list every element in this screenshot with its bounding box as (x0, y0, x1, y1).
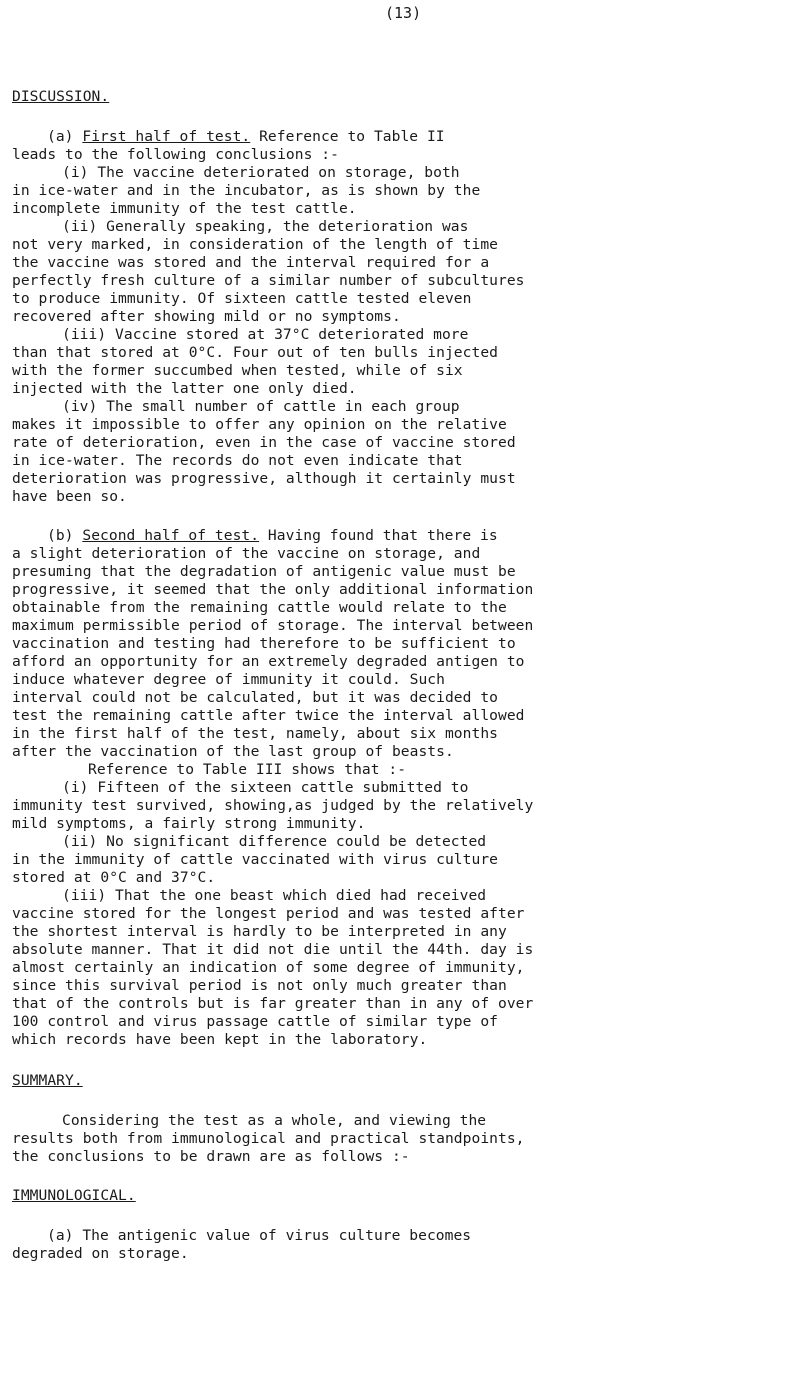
part-a-title: First half of test. (82, 128, 251, 145)
part-a-point-iii-line2: than that stored at 0°C. Four out of ten bulls injected (12, 344, 498, 361)
part-b-body-line9: interval could not be calculated, but it was decided to (12, 689, 498, 706)
part-b-point-iii-line6: since this survival period is not only much greater than (12, 977, 507, 994)
part-a-point-iv-line2: makes it impossible to offer any opinion on the relative (12, 416, 507, 433)
part-b-intro (47, 527, 498, 544)
part-b-point-ii-line3: stored at 0°C and 37°C. (12, 869, 216, 886)
part-b-body-line1: a slight deterioration of the vaccine on storage, and (12, 545, 481, 562)
part-b-point-iii-line3: the shortest interval is hardly to be interpreted in any (12, 923, 507, 940)
part-b-body-line6: vaccination and testing had therefore to be sufficient to (12, 635, 516, 652)
part-a-point-ii-line5: to produce immunity. Of sixteen cattle tested eleven (12, 290, 472, 307)
part-a-label: (a) (47, 128, 74, 145)
part-b-body-line10: test the remaining cattle after twice the interval allowed (12, 707, 525, 724)
part-b-point-i-line2: immunity test survived, showing,as judged by the relatively (12, 797, 534, 814)
part-a-point-ii-line2: not very marked, in consideration of the length of time (12, 236, 498, 253)
part-b-body-line2: presuming that the degradation of antigenic value must be (12, 563, 516, 580)
part-b-body-line11: in the first half of the test, namely, about six months (12, 725, 498, 742)
part-b-point-i-line3: mild symptoms, a fairly strong immunity. (12, 815, 366, 832)
part-b-body-line12: after the vaccination of the last group of beasts. (12, 743, 454, 760)
part-b-point-iii-line1: (iii) That the one beast which died had received (62, 887, 487, 904)
part-a-intro (47, 128, 445, 145)
part-b-body-line5: maximum permissible period of storage. The interval between (12, 617, 534, 634)
discussion-heading: DISCUSSION. (12, 88, 110, 105)
immunological-item-a-line1: (a) The antigenic value of virus culture becomes (47, 1227, 472, 1244)
part-a-point-iv-line4: in ice-water. The records do not even indicate that (12, 452, 463, 469)
part-b-label: (b) (47, 527, 74, 544)
summary-heading: SUMMARY. (12, 1072, 83, 1089)
immunological-item-a-line2: degraded on storage. (12, 1245, 189, 1262)
page-number: (13) (385, 4, 422, 22)
part-a-point-iii-line1: (iii) Vaccine stored at 37°C deteriorated more (62, 326, 469, 343)
part-b-point-iii-line8: 100 control and virus passage cattle of similar type of (12, 1013, 498, 1030)
part-a-point-iv-line3: rate of deterioration, even in the case of vaccine stored (12, 434, 516, 451)
part-b-point-iii-line2: vaccine stored for the longest period and was tested after (12, 905, 525, 922)
part-b-body-line7: afford an opportunity for an extremely degraded antigen to (12, 653, 525, 670)
part-b-point-iii-line5: almost certainly an indication of some degree of immunity, (12, 959, 525, 976)
part-b-body-line8: induce whatever degree of immunity it could. Such (12, 671, 445, 688)
part-b-body-line4: obtainable from the remaining cattle would relate to the (12, 599, 507, 616)
part-a-intro-rest: Reference to Table II (250, 128, 445, 145)
summary-line1: Considering the test as a whole, and viewing the (62, 1112, 487, 1129)
part-b-point-iii-line4: absolute manner. That it did not die until the 44th. day is (12, 941, 534, 958)
part-b-intro-rest: Having found that there is (259, 527, 498, 544)
part-b-point-iii-line9: which records have been kept in the laboratory. (12, 1031, 428, 1048)
part-b-body-line13: Reference to Table III shows that :- (88, 761, 407, 778)
part-a-point-iv-line6: have been so. (12, 488, 127, 505)
part-a-intro-line2: leads to the following conclusions :- (12, 146, 339, 163)
part-a-point-ii-line4: perfectly fresh culture of a similar number of subcultures (12, 272, 525, 289)
part-a-point-i-line2: in ice-water and in the incubator, as is shown by the (12, 182, 481, 199)
part-a-point-i-line3: incomplete immunity of the test cattle. (12, 200, 357, 217)
part-a-point-ii-line6: recovered after showing mild or no symptoms. (12, 308, 401, 325)
part-b-body-line3: progressive, it seemed that the only additional information (12, 581, 534, 598)
part-b-point-ii-line1: (ii) No significant difference could be detected (62, 833, 487, 850)
part-b-point-i-line1: (i) Fifteen of the sixteen cattle submitted to (62, 779, 469, 796)
part-a-point-ii-line1: (ii) Generally speaking, the deterioration was (62, 218, 469, 235)
part-a-point-iii-line3: with the former succumbed when tested, while of six (12, 362, 463, 379)
summary-line3: the conclusions to be drawn are as follows :- (12, 1148, 410, 1165)
part-b-point-ii-line2: in the immunity of cattle vaccinated with virus culture (12, 851, 498, 868)
part-a-point-iv-line1: (iv) The small number of cattle in each group (62, 398, 460, 415)
part-b-title: Second half of test. (82, 527, 260, 544)
part-a-point-ii-line3: the vaccine was stored and the interval required for a (12, 254, 490, 271)
immunological-heading: IMMUNOLOGICAL. (12, 1187, 136, 1204)
part-a-point-iii-line4: injected with the latter one only died. (12, 380, 357, 397)
part-a-point-iv-line5: deterioration was progressive, although it certainly must (12, 470, 516, 487)
summary-line2: results both from immunological and practical standpoints, (12, 1130, 525, 1147)
part-a-point-i-line1: (i) The vaccine deteriorated on storage, both (62, 164, 460, 181)
part-b-point-iii-line7: that of the controls but is far greater than in any of over (12, 995, 534, 1012)
